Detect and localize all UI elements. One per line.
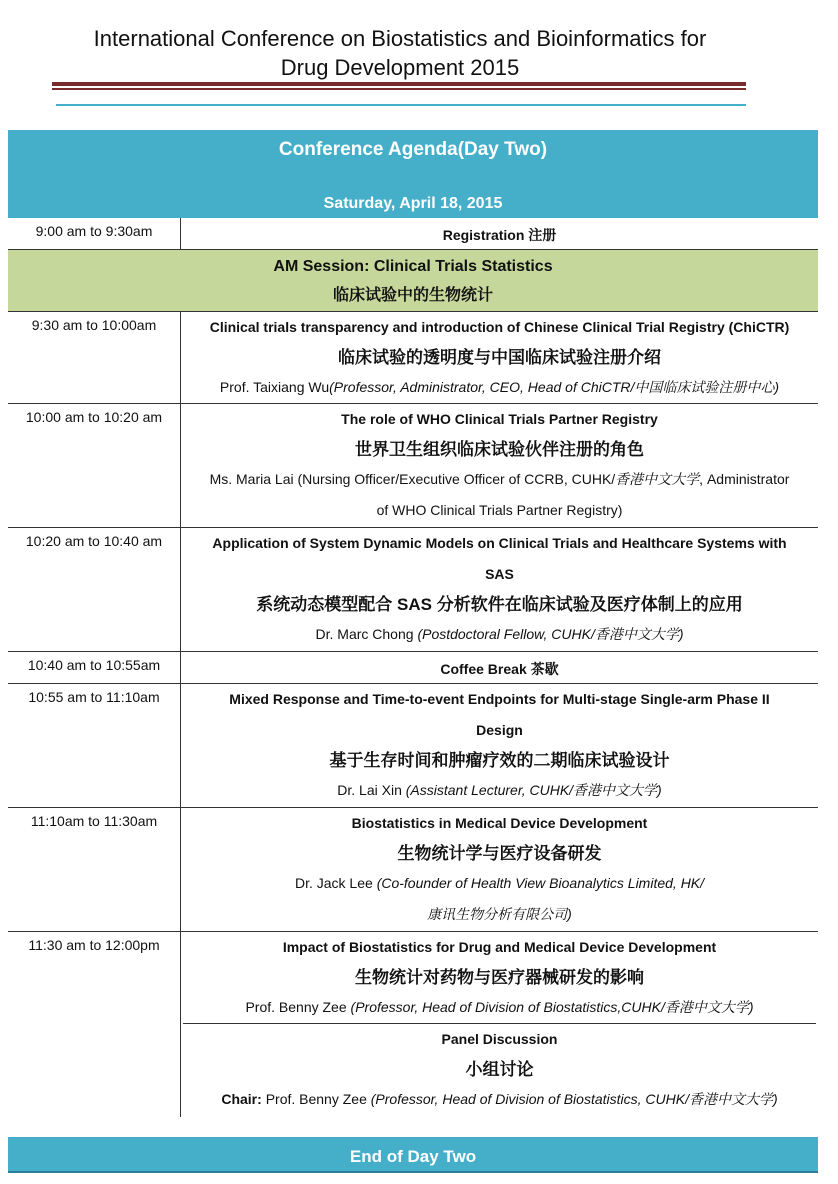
table-row [8, 312, 818, 404]
panel-block [183, 1023, 816, 1115]
speaker-affiliation-zh: 香港中文大学 [615, 471, 700, 487]
panel-title-zh: 小组讨论 [465, 1060, 534, 1079]
talk-speaker [183, 775, 816, 806]
time-cell: 11:30 am to 12:00pm [28, 937, 160, 953]
table-row [8, 684, 818, 808]
header-rule [52, 82, 746, 86]
session-title-zh: 临床试验中的生物统计 [332, 287, 493, 304]
speaker-name: Prof. Benny Zee [245, 999, 347, 1015]
speaker-name: Dr. Jack Lee [294, 875, 373, 891]
break-label: Coffee Break 茶歇 [440, 661, 559, 677]
detail-cell [180, 312, 818, 403]
session-title-en: AM Session: Clinical Trials Statistics [273, 258, 553, 275]
talk-title-en: The role of WHO Clinical Trials Partner Registry [341, 411, 658, 427]
talk-title-en: Mixed Response and Time-to-event Endpoints for Multi-stage Single-arm Phase II [229, 691, 770, 707]
talk-speaker-line-2 [183, 899, 816, 930]
header-rule-thin [52, 88, 746, 90]
talk-title-zh: 基于生存时间和肿瘤疗效的二期临床试验设计 [329, 751, 670, 770]
table-row [8, 218, 818, 250]
agenda-banner [8, 130, 818, 218]
session-header [8, 250, 818, 312]
table-row [8, 808, 818, 932]
document-title [0, 24, 800, 82]
table-row [8, 932, 818, 1117]
agenda-date: Saturday, April 18, 2015 [323, 195, 503, 212]
chair-affiliation: (Professor, Head of Division of Biostatistics, CUHK/香港中文大学) [370, 1091, 778, 1107]
talk-speaker [183, 464, 816, 495]
talk-title-en: Clinical trials transparency and introduction of Chinese Clinical Trial Registry (ChiCTR) [209, 319, 790, 335]
chair-label: Chair: [221, 1091, 262, 1107]
detail-cell [180, 652, 818, 683]
speaker-affiliation: (Assistant Lecturer, CUHK/香港中文大学) [405, 782, 662, 798]
talk-speaker [183, 992, 816, 1023]
chair-name: Prof. Benny Zee [265, 1091, 367, 1107]
detail-cell [180, 684, 818, 807]
speaker-name: Dr. Marc Chong [315, 626, 414, 642]
detail-cell [180, 932, 818, 1117]
end-banner: End of Day Two [8, 1137, 818, 1173]
panel-chair [183, 1084, 816, 1115]
time-cell: 11:10am to 11:30am [30, 813, 158, 829]
title-line-1: International Conference on Biostatistics and Bioinformatics for [93, 26, 707, 51]
talk-speaker [183, 868, 816, 899]
speaker-name: Prof. Taixiang Wu [219, 379, 330, 395]
talk-title-en-line-2: Design [476, 722, 523, 738]
speaker-affiliation: (Co-founder of Health View Bioanalytics Limited, HK/ [376, 875, 705, 891]
talk-speaker-line-2: of WHO Clinical Trials Partner Registry) [376, 502, 623, 518]
time-cell: 9:30 am to 10:00am [31, 317, 157, 333]
talk-title-en-line-2: SAS [485, 566, 514, 582]
time-cell: 10:20 am to 10:40 am [25, 533, 163, 549]
table-row [8, 528, 818, 652]
table-row [8, 404, 818, 528]
detail-cell [180, 404, 818, 527]
detail-cell [180, 218, 818, 249]
table-row [8, 652, 818, 684]
talk-speaker [183, 372, 816, 403]
talk-title-zh: 系统动态模型配合 SAS 分析软件在临床试验及医疗体制上的应用 [256, 595, 743, 614]
time-cell: 10:00 am to 10:20 am [25, 409, 163, 425]
talk-title-en: Biostatistics in Medical Device Development [351, 815, 648, 831]
registration-label: Registration 注册 [442, 227, 557, 243]
talk-title-en: Application of System Dynamic Models on Clinical Trials and Healthcare Systems with [212, 535, 787, 551]
speaker-name: Ms. Maria Lai (Nursing Officer/Executive Officer of CCRB, CUHK/ [209, 471, 616, 487]
speaker-affiliation: (Professor, Administrator, CEO, Head of ChiCTR/中国临床试验注册中心) [329, 379, 780, 395]
detail-cell [180, 528, 818, 651]
header-rule-accent [56, 104, 746, 106]
time-cell: 10:55 am to 11:10am [28, 689, 160, 705]
talk-title-zh: 世界卫生组织临床试验伙伴注册的角色 [355, 440, 644, 459]
talk-title-zh: 生物统计对药物与医疗器械研发的影响 [355, 968, 644, 987]
agenda-title: Conference Agenda(Day Two) [278, 139, 548, 160]
time-cell: 10:40 am to 10:55am [27, 657, 161, 673]
speaker-affiliation: (Postdoctoral Fellow, CUHK/香港中文大学) [417, 626, 684, 642]
talk-title-zh: 生物统计学与医疗设备研发 [397, 844, 602, 863]
talk-title-en: Impact of Biostatistics for Drug and Medical Device Development [282, 939, 717, 955]
speaker-affiliation-line-2: 康讯生物分析有限公司) [427, 906, 572, 922]
speaker-affiliation: (Professor, Head of Division of Biostatistics,CUHK/香港中文大学) [350, 999, 754, 1015]
time-cell: 9:00 am to 9:30am [35, 223, 153, 239]
talk-block [183, 932, 816, 1023]
talk-title-zh: 临床试验的透明度与中国临床试验注册介绍 [338, 348, 661, 367]
title-line-2: Drug Development 2015 [280, 55, 520, 80]
speaker-name: Dr. Lai Xin [337, 782, 402, 798]
agenda-table [8, 130, 818, 1117]
speaker-affiliation-tail: , Administrator [699, 471, 790, 487]
panel-title-en: Panel Discussion [441, 1031, 558, 1047]
detail-cell [180, 808, 818, 931]
talk-speaker [183, 619, 816, 650]
